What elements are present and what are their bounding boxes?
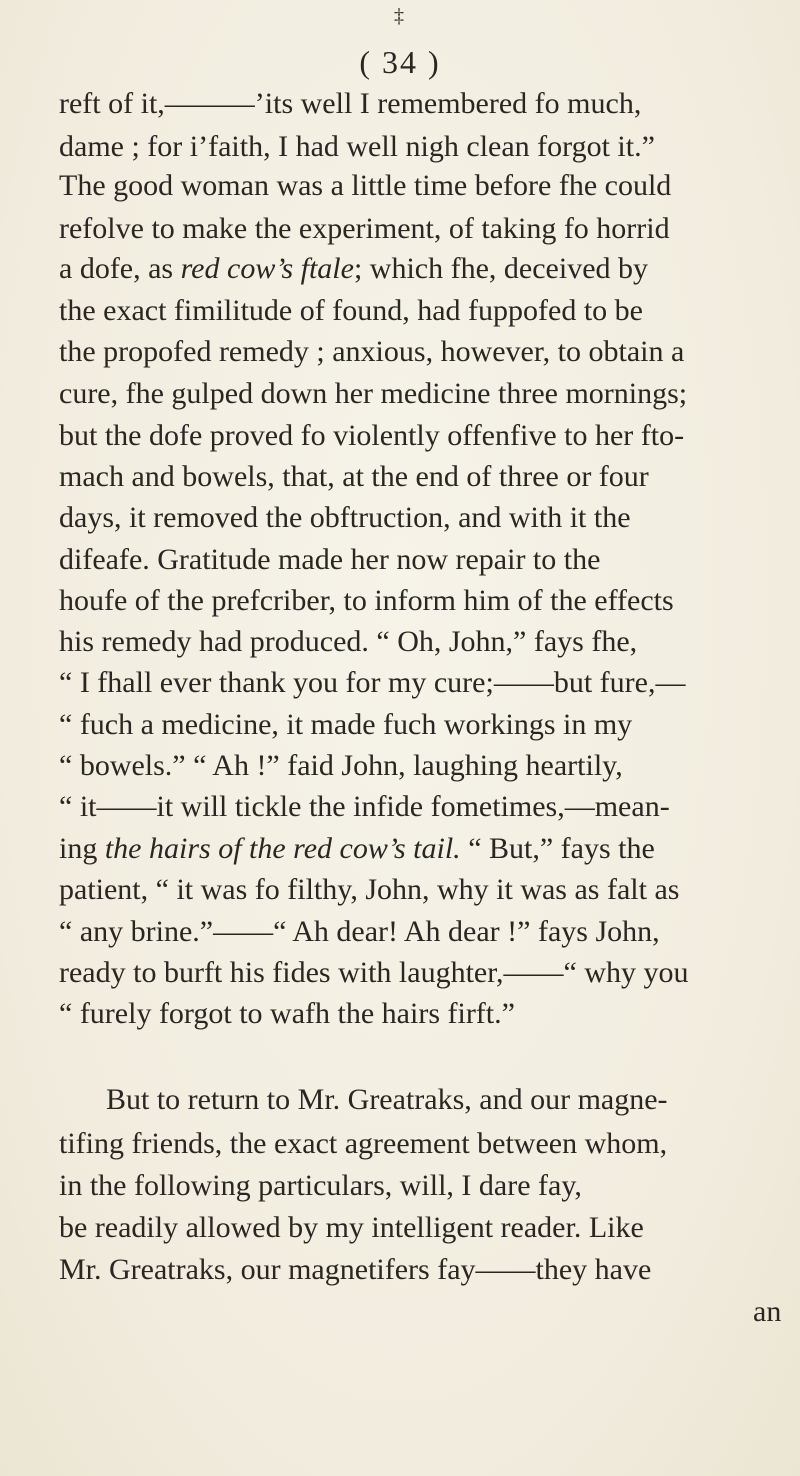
text-line: cure, fhe gulped down her medicine three mornings; [59,377,688,410]
text-line: “ it——it will tickle the infide fometimes,—mean- [59,790,670,823]
italic-phrase: red cow’s ftale [180,252,354,285]
text-line: the propofed remedy ; anxious, however, to obtain a [59,335,685,368]
text-line: houfe of the prefcriber, to inform him of the effects [59,584,674,617]
text-line-with-italic [59,249,648,289]
catchword: an [753,1295,782,1328]
text-line: “ I fhall ever thank you for my cure;——but fure,— [59,666,686,699]
text-line: tifing friends, the exact agreement between whom, [59,1127,668,1160]
text-line: “ bowels.” “ Ah !” faid John, laughing heartily, [59,749,623,782]
text-line: his remedy had produced. “ Oh, John,” fays fhe, [59,625,638,658]
text-line: reft of it,———’its well I remembered fo much, [59,87,642,120]
text-line: in the following particulars, will, I dare fay, [59,1169,582,1202]
text-segment: ; which fhe, deceived by [353,252,649,285]
text-line: refolve to make the experiment, of taking fo horrid [59,212,670,245]
text-line: “ fuch a medicine, it made fuch workings in my [59,708,633,741]
text-line: difeafe. Gratitude made her now repair to the [59,543,601,576]
text-line: ready to burft his fides with laughter,——“ why you [59,956,689,989]
text-line: But to return to Mr. Greatraks, and our magne- [106,1083,668,1116]
text-line: patient, “ it was fo filthy, John, why it was as falt as [59,873,680,906]
text-line: be readily allowed by my intelligent reader. Like [59,1211,644,1244]
text-segment [242,832,250,865]
italic-phrase: the hairs [104,832,211,865]
text-segment: a dofe, as [59,252,181,285]
page-mark: ‡ [394,5,404,27]
text-line: Mr. Greatraks, our magnetifers fay——they have [59,1253,652,1286]
italic-phrase: of [218,832,242,865]
text-segment: “ But,” fays the [460,832,655,865]
page-number: ( 34 ) [359,44,441,80]
text-segment: ing [59,832,105,865]
text-line: days, it removed the obftruction, and with it the [59,501,631,534]
text-line: but the dofe proved fo violently offenfive to her fto- [59,419,685,452]
text-line: the exact fimilitude of found, had fuppofed to be [59,294,643,327]
text-line: mach and bowels, that, at the end of three or four [59,460,649,493]
text-line: dame ; for i’faith, I had well nigh clean forgot it.” [59,130,655,163]
text-line-with-italic [59,829,655,869]
text-line: “ any brine.”——“ Ah dear! Ah dear !” fays John, [59,915,660,948]
text-line: The good woman was a little time before fhe could [59,169,672,202]
text-line: “ furely forgot to wafh the hairs firft.” [59,997,515,1030]
italic-phrase: the red cow’s tail. [249,832,461,865]
